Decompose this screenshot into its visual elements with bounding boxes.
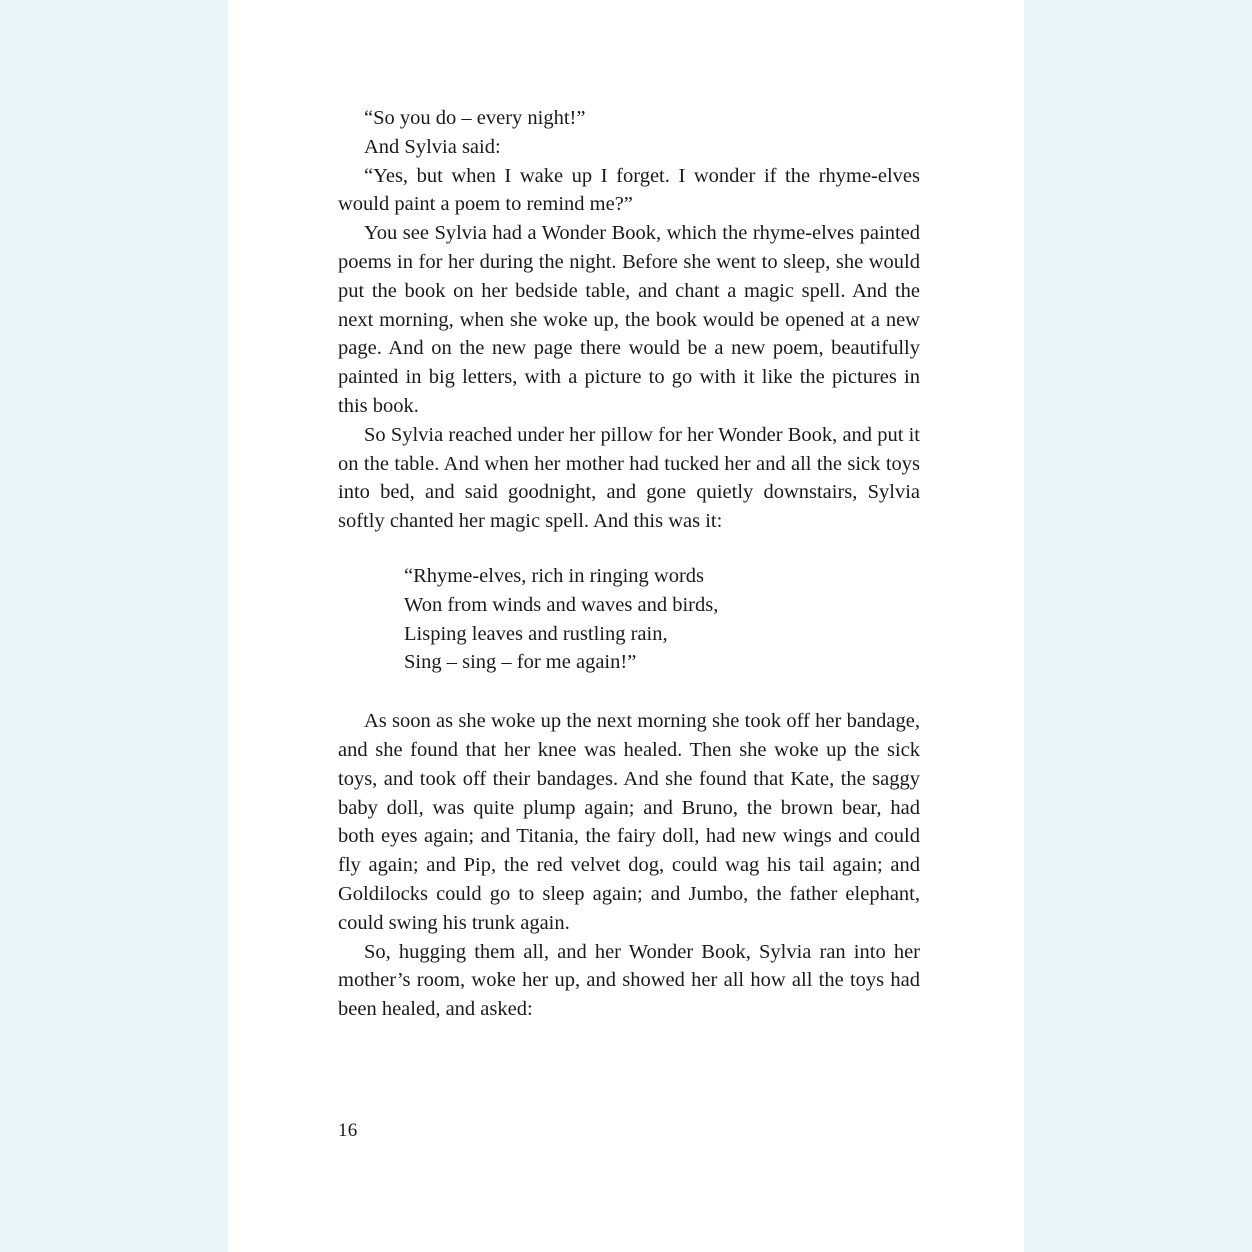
paragraph: So Sylvia reached under her pillow for her Wonder Book, and put it on the table. And when her mother had tucked her and all the sick toys into bed, and said goodnight, and gone quietly downstairs, Sylvia softly chanted her magic spell. And this was it: [338,423,920,533]
paragraph: “So you do – every night!” [364,107,586,129]
verse-line: Lisping leaves and rustling rain, [404,622,668,645]
paragraph: So, hugging them all, and her Wonder Book, Sylvia ran into her mother’s room, woke her up, and showed her all how all the toys had been healed, and asked: [338,940,920,1021]
paragraph: As soon as she woke up the next morning she took off her bandage, and she found that her knee was healed. Then she woke up the sick toys, and took off their bandages. And she found that Kate, the saggy baby doll, was quite plump again; and Bruno, the brown bear, had both eyes again; and Titania, the fairy doll, had new wings and could fly again; and Pip, the red velvet dog, could wag his tail again; and Goldilocks could go to sleep again; and Jumbo, the father elephant, could swing his trunk again. [338,710,920,934]
paragraph: And Sylvia said: [364,135,501,158]
page-text-block [338,104,920,1024]
paragraph: “Yes, but when I wake up I forget. I wonder if the rhyme-elves would paint a poem to remind me?” [338,164,920,216]
page-number: 16 [338,1120,358,1141]
verse-line: “Rhyme-elves, rich in ringing words [404,564,705,587]
verse-line: Sing – sing – for me again!” [404,651,637,674]
verse-line: Won from winds and waves and birds, [404,593,719,616]
book-page [228,0,1024,1252]
verse-block [338,562,920,677]
paragraph: You see Sylvia had a Wonder Book, which the rhyme-elves painted poems in for her during the night. Before she went to sleep, she would put the book on her bedside table, and chant a magic spell. And the next morning, when she woke up, the book would be opened at a new page. And on the new page there would be a new poem, beautifully painted in big letters, with a picture to go with it like the pictures in this book. [338,222,920,417]
